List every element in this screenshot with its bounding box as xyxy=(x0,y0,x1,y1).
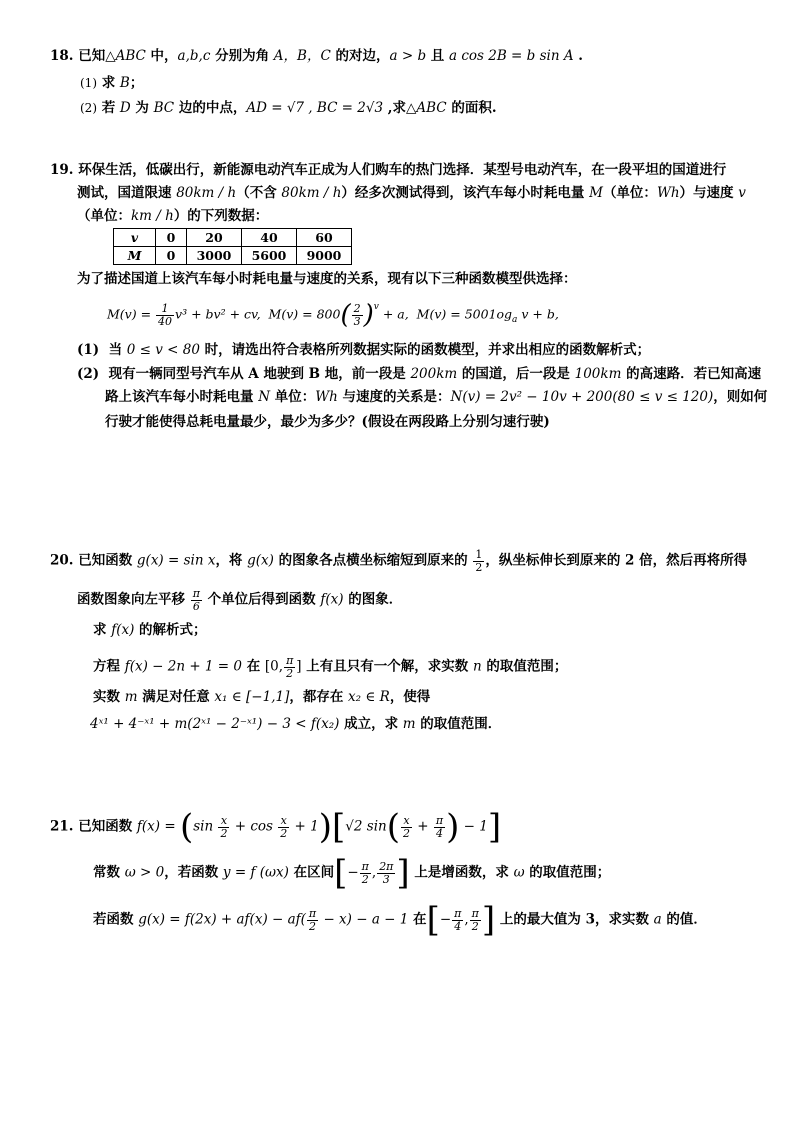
q21-math: − x) − a − 1 xyxy=(319,911,409,928)
q18-math: a > b xyxy=(389,48,427,64)
numerator: π xyxy=(192,587,200,600)
q20-text: 函数图象向左平移 xyxy=(77,591,190,608)
denominator: 2 xyxy=(220,826,228,840)
formula-text: + a, xyxy=(378,306,409,322)
q19-text: （单位： xyxy=(602,185,657,201)
q19-line2 xyxy=(77,187,746,201)
q20-text: 的图象． xyxy=(343,591,403,608)
fraction xyxy=(191,588,202,612)
q21-text: 在 xyxy=(408,911,427,928)
q20-math: 4ˣ¹ + 4⁻ˣ¹ + m(2ˣ¹ − 2⁻ˣ¹) − 3 < f(x₂) xyxy=(90,716,340,732)
table-cell: v xyxy=(114,229,156,247)
q21-math: √2 sin xyxy=(345,818,387,835)
formula-text: M(v) = xyxy=(107,306,156,322)
q21-text: 在区间 xyxy=(288,864,335,881)
fraction xyxy=(218,815,229,839)
q19-var: v xyxy=(738,185,746,201)
q21-text: 上是增函数，求 xyxy=(409,864,514,881)
fraction xyxy=(352,303,363,327)
fraction xyxy=(401,815,412,839)
q18-text: 的对边， xyxy=(330,48,390,64)
numerator: π xyxy=(308,906,317,920)
q20-text: 实数 xyxy=(93,689,125,705)
q20-math: f(x) xyxy=(111,622,135,638)
fraction xyxy=(377,861,395,885)
q20-text: ，都存在 xyxy=(289,689,349,705)
q20-math: f(x) − 2n + 1 = 0 xyxy=(124,658,242,675)
q20-math: x₁ ∈ [−1,1] xyxy=(214,689,290,705)
q20-text: 个单位后得到函数 xyxy=(202,591,321,608)
q18-text: 求 xyxy=(97,75,120,91)
q19-text: ）与速度 xyxy=(679,185,739,201)
table-row xyxy=(114,247,352,265)
paren: ( xyxy=(179,807,194,847)
q20-part1 xyxy=(93,624,207,638)
q21-text: ，若函数 xyxy=(164,864,223,881)
fraction xyxy=(470,908,481,932)
table-cell: 60 xyxy=(297,229,352,247)
table-cell: 40 xyxy=(242,229,297,247)
q21-text: 已知函数 xyxy=(78,818,137,835)
q19-text: 路上该汽车每小时耗电量 xyxy=(105,389,259,405)
q19-part2-line3 xyxy=(105,416,550,430)
fraction xyxy=(360,861,371,885)
q18-text: 分别为角 xyxy=(210,48,274,64)
q21-text: 的取值范围； xyxy=(524,864,611,881)
q21-math: f(x) = xyxy=(136,818,180,835)
q20-math: ] xyxy=(296,658,302,675)
q21-math: , xyxy=(371,864,377,881)
q21-math: g(x) = f(2x) + af(x) − af( xyxy=(138,911,306,928)
denominator: 4 xyxy=(454,919,462,933)
q21-text: 若函数 xyxy=(93,911,139,928)
q21-line1 xyxy=(50,807,502,847)
q20-math: [0, xyxy=(264,658,284,675)
table-row xyxy=(114,229,352,247)
numerator: 2 xyxy=(353,301,361,315)
formula-text: v³ + bv² + cv, xyxy=(175,306,261,322)
q21-math: y = f (ωx) xyxy=(222,864,289,881)
q19-text: 单位： xyxy=(270,389,316,405)
q19-line1 xyxy=(50,164,726,178)
q20-part3-line2 xyxy=(90,718,501,732)
part-tag: (1) xyxy=(80,76,97,90)
paren: ) xyxy=(446,807,460,847)
bracket: ] xyxy=(396,853,410,893)
q21-part1 xyxy=(93,853,611,893)
q19-part1 xyxy=(77,344,650,358)
q18-var: BC xyxy=(153,100,175,116)
exponent: v xyxy=(373,302,379,312)
q21-math: − 1 xyxy=(459,818,488,835)
q18-text: 边的中点， xyxy=(174,100,247,116)
q21-math: , xyxy=(464,911,469,928)
paren: ) xyxy=(363,300,374,330)
q18-stem xyxy=(50,50,583,64)
q18-number: 18. xyxy=(50,48,74,64)
q19-text: 现有一辆同型号汽车从 A 地驶到 B 地，前一段是 xyxy=(108,366,411,382)
q20-part2 xyxy=(93,655,567,679)
denominator: 6 xyxy=(192,599,200,613)
q20-text: 在 xyxy=(242,658,265,675)
q20-var: n xyxy=(472,658,482,675)
q18-math: a cos 2B = b sin A xyxy=(449,48,574,64)
q20-text: 上有且只有一个解，求实数 xyxy=(301,658,473,675)
q20-number: 20. xyxy=(50,552,74,569)
denominator: 3 xyxy=(382,872,390,886)
q20-var: m xyxy=(402,716,416,732)
q18-text: 的面积. xyxy=(446,100,497,116)
q19-line3 xyxy=(77,210,268,224)
part-tag: (2) xyxy=(80,101,97,115)
q18-part1 xyxy=(80,77,143,91)
fraction xyxy=(473,549,484,573)
formula-text: M(v) = 5001og xyxy=(416,306,513,322)
table-cell: 0 xyxy=(156,247,187,265)
q18-var: D xyxy=(119,100,131,116)
fraction xyxy=(156,303,174,327)
q19-part2-line1 xyxy=(77,368,761,382)
numerator: π xyxy=(454,906,462,920)
q19-var: M xyxy=(589,185,603,201)
paren: ( xyxy=(386,807,400,847)
numerator: π xyxy=(435,813,444,827)
formula-text: v + b, xyxy=(517,306,559,322)
paren: ( xyxy=(340,300,351,330)
q21-number: 21. xyxy=(50,818,74,835)
q20-text: 成立，求 xyxy=(339,716,403,732)
q19-text: 测试，国道限速 xyxy=(77,185,177,201)
q21-math: − xyxy=(439,911,452,928)
q21-math: sin xyxy=(193,818,218,835)
denominator: 40 xyxy=(158,314,173,328)
bracket: [ xyxy=(426,900,440,940)
bracket: ] xyxy=(481,900,496,940)
q19-text: （单位： xyxy=(77,208,131,224)
numerator: π xyxy=(286,654,294,667)
q20-text: 满足对任意 xyxy=(137,689,215,705)
q19-var: N xyxy=(258,389,271,405)
q18-var: ABC xyxy=(416,100,447,116)
q19-data-table xyxy=(113,228,352,265)
q18-text: 若 xyxy=(97,100,120,116)
q19-model-formulas xyxy=(107,302,559,328)
denominator: 2 xyxy=(280,826,288,840)
q19-math: Wh xyxy=(315,389,338,405)
q20-var: m xyxy=(124,689,138,705)
numerator: 2π xyxy=(379,859,394,873)
q21-text: 的值． xyxy=(661,911,707,928)
q19-math: 200km xyxy=(410,366,458,382)
q18-text: 已知△ xyxy=(78,48,116,64)
table-cell: 5600 xyxy=(242,247,297,265)
q18-text: 为 xyxy=(130,100,154,116)
q19-text: 时，请选出符合表格所列数据实际的函数模型，并求出相应的函数解析式； xyxy=(199,342,651,358)
q19-text: ，则如何 xyxy=(713,389,768,405)
q20-text: 方程 xyxy=(93,658,125,675)
q18-var: A，B，C xyxy=(273,48,331,64)
q20-line1 xyxy=(50,549,747,573)
numerator: x xyxy=(401,815,412,828)
denominator: 2 xyxy=(402,826,410,840)
fraction xyxy=(284,655,295,679)
numerator: π xyxy=(471,906,479,920)
q18-part2 xyxy=(80,102,497,116)
table-cell: 20 xyxy=(187,229,242,247)
formula-text: M(v) = 800 xyxy=(268,306,341,322)
q19-text: （不含 xyxy=(236,185,282,201)
bracket: ] xyxy=(487,807,502,847)
q21-var: ω xyxy=(513,864,525,881)
table-cell: 3000 xyxy=(187,247,242,265)
q20-text: 的取值范围； xyxy=(481,658,568,675)
numerator: 1 xyxy=(475,548,483,561)
q19-text: 当 xyxy=(108,342,127,358)
q20-math: x₂ ∈ R xyxy=(348,689,390,705)
numerator: x xyxy=(218,815,229,828)
q20-text: 求 xyxy=(93,622,112,638)
fraction xyxy=(452,908,463,932)
q19-line4 xyxy=(77,273,577,287)
q20-text: ，纵坐标伸长到原来的 2 倍，然后再将所得 xyxy=(485,552,748,569)
bracket: [ xyxy=(332,807,346,847)
q18-text: 且 xyxy=(426,48,449,64)
fraction xyxy=(307,908,318,932)
table-cell: 0 xyxy=(156,229,187,247)
paren: ) xyxy=(318,807,333,847)
q18-math: AD = √7 , BC = 2√3 xyxy=(246,100,384,116)
denominator: 4 xyxy=(436,826,443,840)
q20-text: ，使得 xyxy=(389,689,431,705)
q20-text: 已知函数 xyxy=(78,552,137,569)
q18-text: . xyxy=(573,48,583,64)
denominator: 2 xyxy=(471,919,479,933)
q21-text: 上的最大值为 3，求实数 xyxy=(495,911,654,928)
q21-math: + cos xyxy=(230,818,278,835)
q18-var: B xyxy=(119,75,130,91)
q19-text: 为了描述国道上该汽车每小时耗电量与速度的关系，现有以下三种函数模型供选择： xyxy=(77,271,577,287)
numerator: π xyxy=(361,859,369,873)
q20-math: g(x) = sin x xyxy=(136,552,216,569)
q19-math: 80km / h xyxy=(176,185,237,201)
q18-text: 中， xyxy=(145,48,178,64)
part-tag: (2) xyxy=(77,366,100,382)
fraction xyxy=(278,815,289,839)
q19-math: 100km xyxy=(574,366,622,382)
denominator: 3 xyxy=(353,314,361,328)
bracket: [ xyxy=(334,853,348,893)
q19-text: ）经多次测试得到，该汽车每小时耗电量 xyxy=(341,185,590,201)
q21-math: − xyxy=(347,864,359,881)
q18-text: ,求△ xyxy=(383,100,417,116)
q19-text: 的高速路．若已知高速 xyxy=(621,366,762,382)
q20-text: 的取值范围． xyxy=(415,716,502,732)
table-cell: 9000 xyxy=(297,247,352,265)
q21-text: 常数 xyxy=(93,864,125,881)
q18-text: ； xyxy=(129,75,144,91)
q19-math: 0 ≤ v < 80 xyxy=(126,342,200,358)
q19-text: 行驶才能使得总耗电量最少，最少为多少？(假设在两段路上分别匀速行驶) xyxy=(105,414,550,430)
q21-math: + 1 xyxy=(290,818,319,835)
q19-math: Wh xyxy=(656,185,680,201)
q20-math: f(x) xyxy=(320,591,344,608)
part-tag: (1) xyxy=(77,342,100,358)
q19-text: 与速度的关系是： xyxy=(337,389,451,405)
table-cell: M xyxy=(114,247,156,265)
q18-var: a,b,c xyxy=(177,48,211,64)
q19-math: km / h xyxy=(131,208,174,224)
q19-text: 环保生活，低碳出行，新能源电动汽车正成为人们购车的热门选择．某型号电动汽车，在一段平坦的国道进行 xyxy=(78,162,727,178)
q21-math: ω > 0 xyxy=(124,864,165,881)
q19-part2-line2 xyxy=(105,391,767,405)
q21-var: a xyxy=(653,911,662,928)
q20-line2 xyxy=(77,588,402,612)
q19-math: 80km / h xyxy=(281,185,342,201)
denominator: 2 xyxy=(475,560,483,574)
numerator: 1 xyxy=(156,303,174,316)
q19-text: 的国道，后一段是 xyxy=(457,366,575,382)
q20-text: 的解析式； xyxy=(134,622,207,638)
denominator: 2 xyxy=(361,872,369,886)
subscript: a xyxy=(512,315,518,325)
q19-number: 19. xyxy=(50,162,74,178)
q21-part2 xyxy=(93,900,707,940)
fraction xyxy=(434,815,445,839)
q19-text: ）的下列数据： xyxy=(173,208,269,224)
q20-text: 的图象各点横坐标缩短到原来的 xyxy=(273,552,473,569)
q20-text: ，将 xyxy=(215,552,248,569)
numerator: x xyxy=(278,815,289,828)
q18-var: ABC xyxy=(115,48,146,64)
denominator: 2 xyxy=(286,666,294,680)
q20-part3-line1 xyxy=(93,691,430,705)
denominator: 2 xyxy=(309,919,317,933)
q20-math: g(x) xyxy=(247,552,274,569)
q21-math: + xyxy=(412,818,433,835)
q19-math: N(v) = 2v² − 10v + 200(80 ≤ v ≤ 120) xyxy=(450,389,714,405)
